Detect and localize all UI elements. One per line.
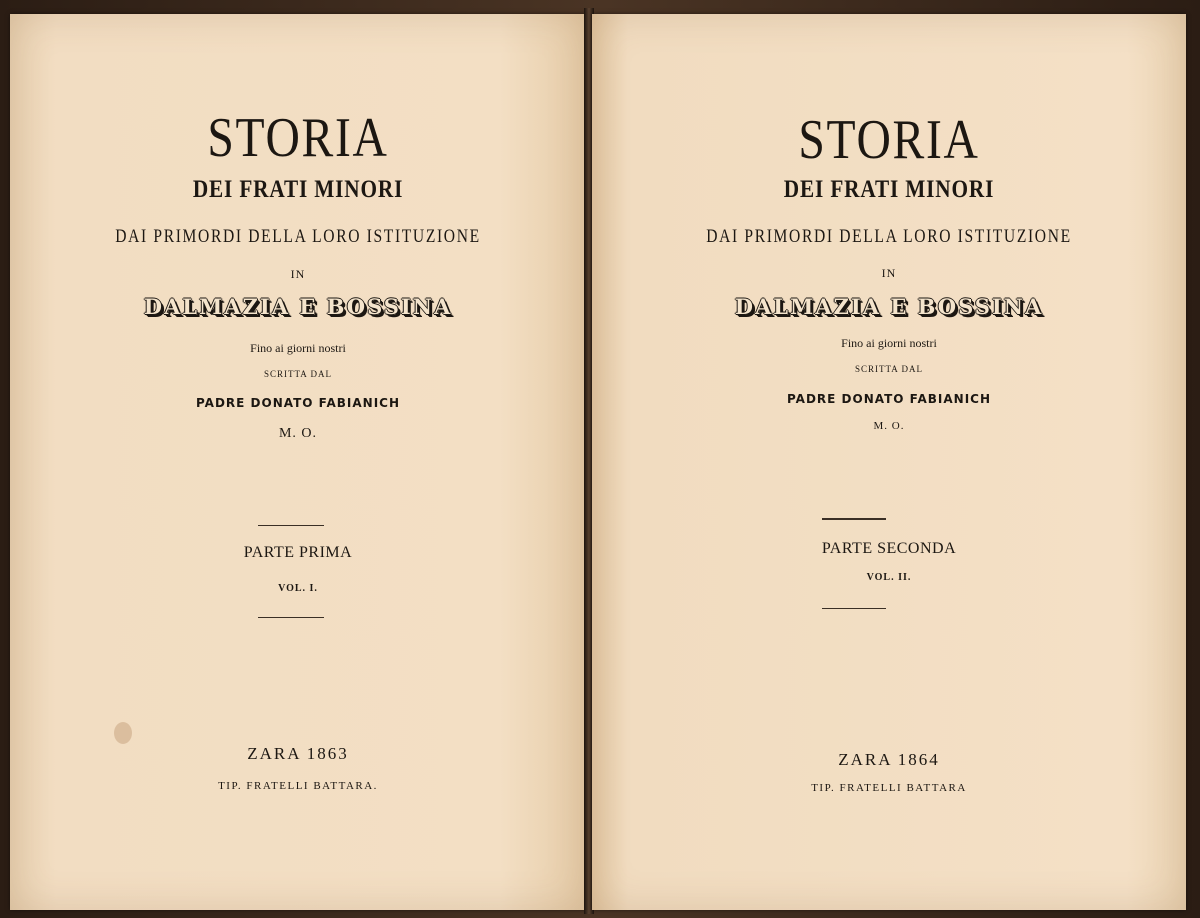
left-region-title: DALMAZIA E BOSSINA [143, 294, 453, 319]
right-lower-rule [822, 608, 886, 609]
right-in-word: IN [881, 266, 897, 280]
right-printer: TIP. FRATELLI BATTARA [811, 782, 967, 794]
left-place-year: ZARA 1863 [247, 744, 349, 763]
right-title-page [592, 14, 1186, 910]
right-place-year: ZARA 1864 [838, 750, 940, 769]
left-title: STORIA [207, 107, 389, 169]
left-title-page [10, 14, 586, 910]
left-author: PADRE DONATO FABIANICH [195, 396, 401, 410]
left-order: M. O. [278, 426, 318, 441]
left-in-word: IN [290, 267, 306, 281]
left-upper-rule [258, 525, 324, 526]
left-printer: TIP. FRATELLI BATTARA. [218, 780, 378, 792]
right-subtitle: DEI FRATI MINORI [783, 176, 995, 203]
right-title: STORIA [798, 109, 980, 171]
right-written-by: SCRITTA DAL [854, 364, 924, 374]
left-written-by: SCRITTA DAL [263, 369, 333, 379]
right-author: PADRE DONATO FABIANICH [786, 392, 992, 406]
left-lower-rule [258, 617, 324, 618]
left-subtitle-origins: DAI PRIMORDI DELLA LORO ISTITUZIONE [115, 226, 481, 247]
right-period-text: Fino ai giorni nostri [841, 336, 937, 350]
right-part-label: PARTE SECONDA [821, 540, 957, 557]
left-subtitle: DEI FRATI MINORI [192, 176, 404, 203]
right-order: M. O. [873, 420, 905, 432]
left-page-stain [114, 722, 132, 744]
left-part-label: PARTE PRIMA [243, 544, 353, 561]
right-region-title: DALMAZIA E BOSSINA [734, 294, 1044, 319]
left-volume-label: VOL. I. [278, 583, 318, 594]
right-volume-label: VOL. II. [866, 572, 912, 583]
left-period-text: Fino ai giorni nostri [250, 341, 346, 355]
right-upper-rule [822, 518, 886, 520]
right-subtitle-origins: DAI PRIMORDI DELLA LORO ISTITUZIONE [706, 226, 1072, 247]
